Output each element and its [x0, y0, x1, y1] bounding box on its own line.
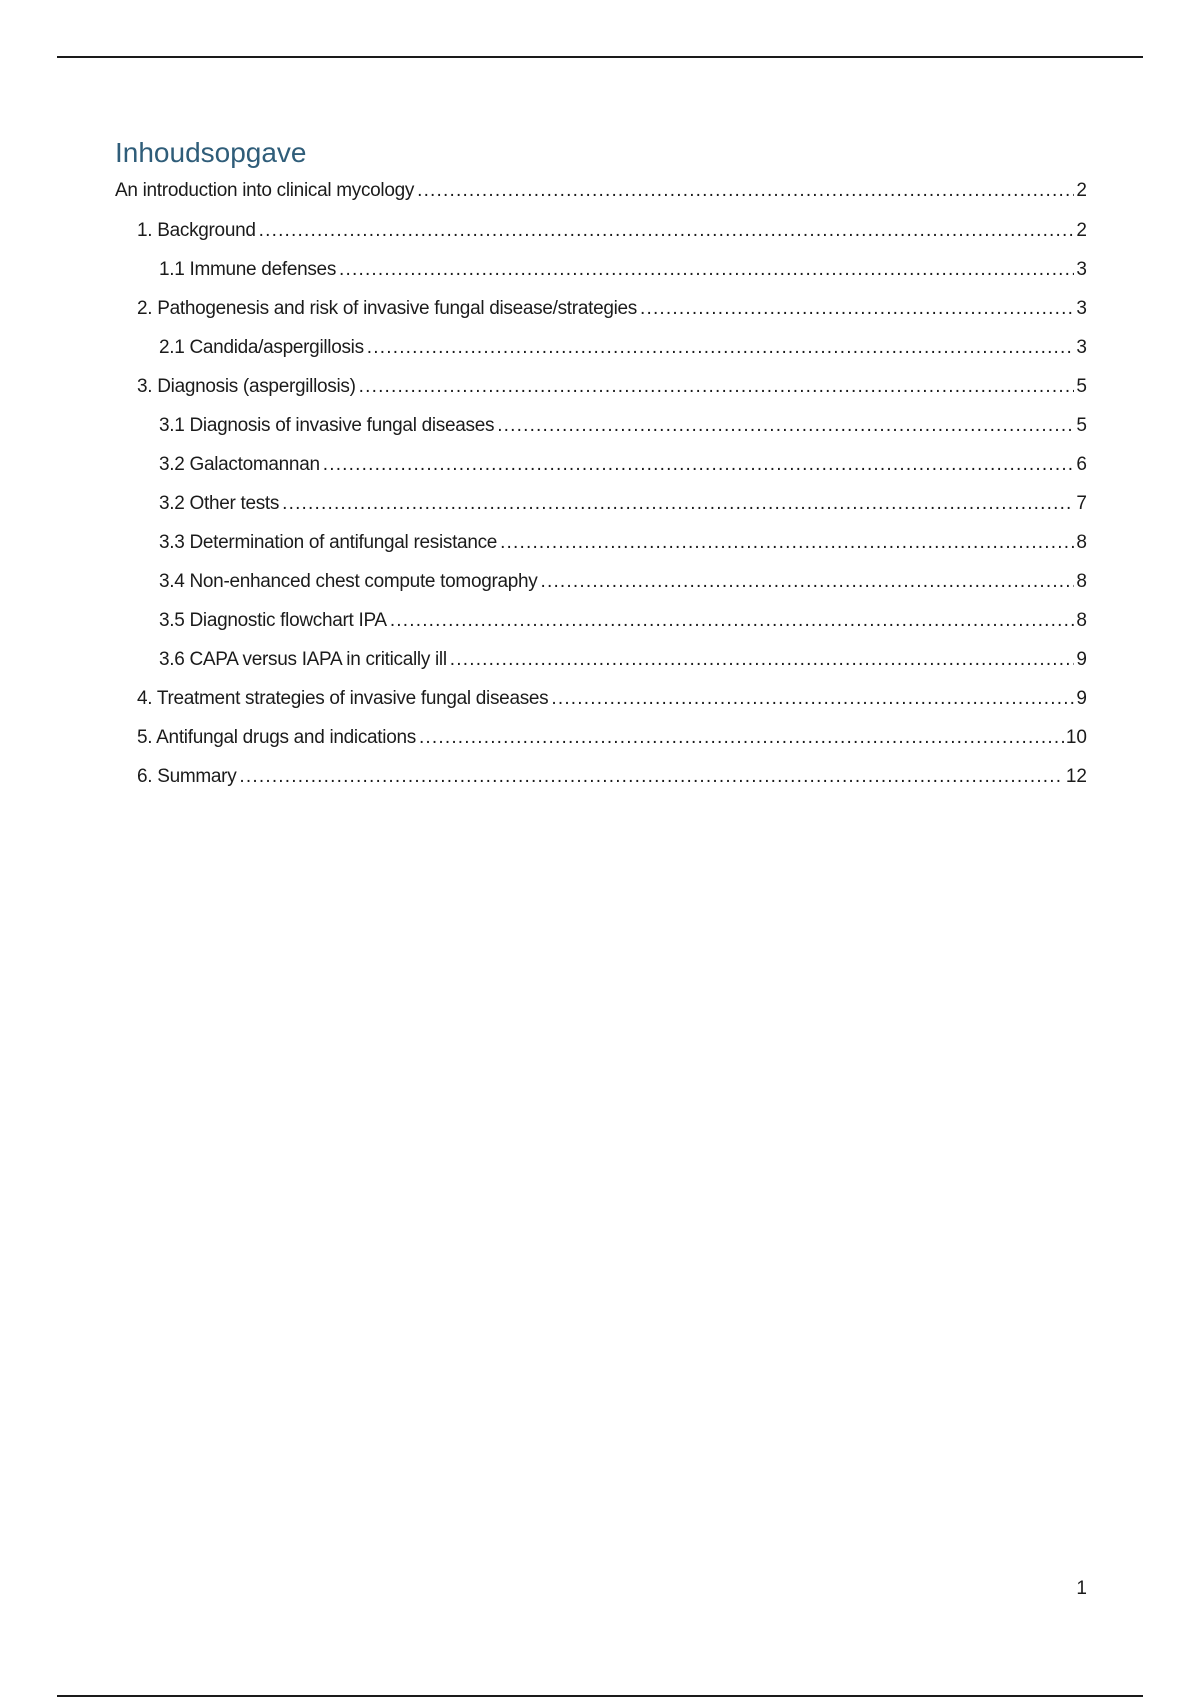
toc-entry-page: 5 [1076, 415, 1087, 436]
toc-entry[interactable] [115, 609, 1087, 633]
toc-entry-page: 9 [1076, 649, 1087, 670]
toc-dot-leader [339, 258, 1074, 282]
toc-entry-page: 5 [1076, 376, 1087, 397]
toc-dot-leader [419, 726, 1064, 750]
toc-entry-page: 10 [1065, 727, 1087, 748]
toc-entry[interactable] [115, 258, 1087, 282]
toc-dot-leader [551, 687, 1074, 711]
toc-entry-page: 3 [1076, 298, 1087, 319]
toc-entry[interactable] [115, 297, 1087, 321]
toc-dot-leader [640, 297, 1074, 321]
table-of-contents [115, 136, 1087, 804]
toc-entry-text: 3.6 CAPA versus IAPA in critically ill [159, 649, 447, 670]
footer-rule [57, 1695, 1143, 1697]
toc-dot-leader [367, 336, 1075, 360]
toc-dot-leader [259, 219, 1075, 243]
toc-entry-text: 5. Antifungal drugs and indications [137, 727, 416, 748]
toc-dot-leader [323, 453, 1075, 477]
toc-entry[interactable] [115, 687, 1087, 711]
toc-entry[interactable] [115, 179, 1087, 203]
toc-entry[interactable] [115, 492, 1087, 516]
toc-entry-text: 2. Pathogenesis and risk of invasive fungal disease/strategies [137, 298, 637, 319]
toc-entry-text: 1. Background [137, 220, 256, 241]
toc-entry-text: 3.5 Diagnostic flowchart IPA [159, 610, 387, 631]
toc-dot-leader [500, 531, 1074, 555]
page-number: 1 [1076, 1578, 1087, 1599]
toc-entry[interactable] [115, 336, 1087, 360]
toc-entry-text: 2.1 Candida/aspergillosis [159, 337, 364, 358]
toc-entry-text: 3. Diagnosis (aspergillosis) [137, 376, 356, 397]
toc-entry-text: 6. Summary [137, 766, 237, 787]
toc-title: Inhoudsopgave [115, 137, 307, 168]
toc-dot-leader [239, 765, 1063, 789]
toc-list [115, 179, 1087, 789]
header-rule [57, 56, 1143, 58]
toc-dot-leader [359, 375, 1075, 399]
toc-entry-text: 3.4 Non-enhanced chest compute tomography [159, 571, 538, 592]
toc-dot-leader [541, 570, 1075, 594]
toc-entry-page: 3 [1076, 259, 1087, 280]
toc-dot-leader [417, 179, 1074, 203]
toc-entry-page: 8 [1076, 532, 1087, 553]
toc-entry-text: 3.2 Galactomannan [159, 454, 320, 475]
toc-entry[interactable] [115, 375, 1087, 399]
toc-entry-text: 3.1 Diagnosis of invasive fungal diseases [159, 415, 495, 436]
toc-entry-text: 1.1 Immune defenses [159, 259, 337, 280]
toc-entry-text: 3.2 Other tests [159, 493, 280, 514]
toc-entry[interactable] [115, 570, 1087, 594]
toc-entry-text: 4. Treatment strategies of invasive fungal diseases [137, 688, 549, 709]
toc-entry[interactable] [115, 219, 1087, 243]
toc-entry[interactable] [115, 765, 1087, 789]
toc-dot-leader [497, 414, 1074, 438]
toc-entry[interactable] [115, 726, 1087, 750]
toc-entry-page: 9 [1076, 688, 1087, 709]
toc-entry-page: 2 [1076, 180, 1087, 201]
toc-entry-page: 2 [1076, 220, 1087, 241]
toc-entry-page: 8 [1076, 610, 1087, 631]
toc-entry-page: 3 [1076, 337, 1087, 358]
toc-entry-page: 6 [1076, 454, 1087, 475]
toc-entry-page: 8 [1076, 571, 1087, 592]
toc-entry-page: 7 [1076, 493, 1087, 514]
toc-dot-leader [450, 648, 1075, 672]
toc-entry[interactable] [115, 414, 1087, 438]
toc-dot-leader [282, 492, 1074, 516]
toc-entry[interactable] [115, 453, 1087, 477]
toc-entry-text: 3.3 Determination of antifungal resistance [159, 532, 498, 553]
toc-dot-leader [390, 609, 1075, 633]
toc-entry-page: 12 [1065, 766, 1087, 787]
toc-entry-text: An introduction into clinical mycology [115, 180, 415, 201]
toc-entry[interactable] [115, 648, 1087, 672]
toc-entry[interactable] [115, 531, 1087, 555]
